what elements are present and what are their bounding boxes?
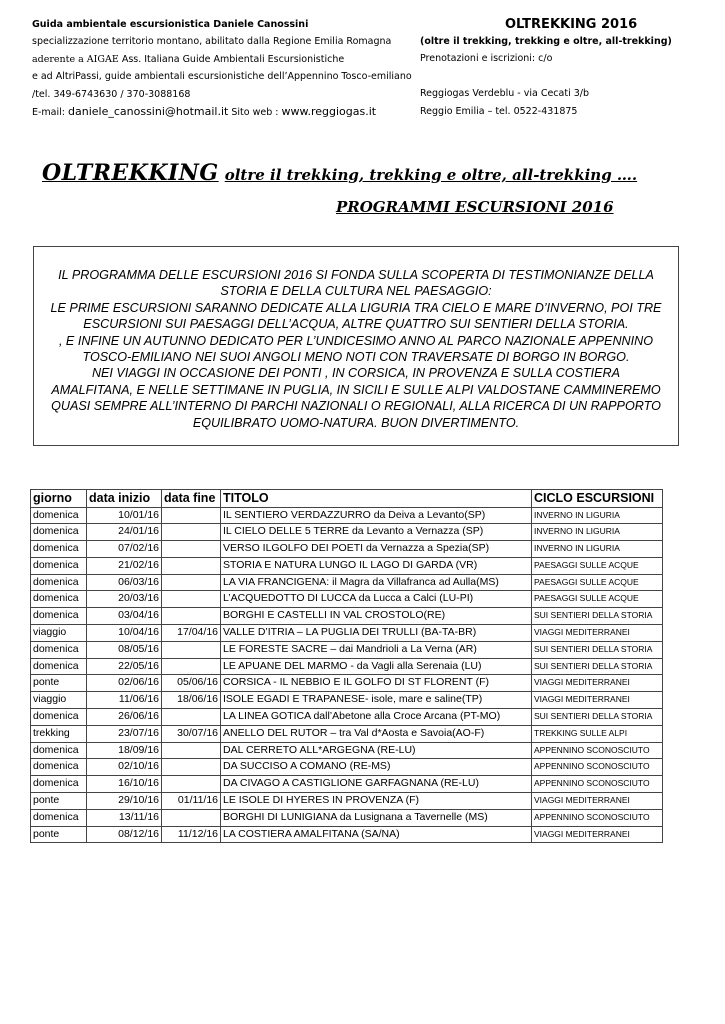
program-title: OLTREKKING 2016	[505, 17, 638, 32]
cell-data-fine	[162, 541, 221, 558]
cell-titolo: CORSICA - IL NEBBIO E IL GOLFO DI ST FLORENT (F)	[221, 675, 532, 692]
cell-giorno: domenica	[31, 809, 87, 826]
cell-data-inizio: 11/06/16	[87, 692, 162, 709]
organizer-info	[32, 16, 432, 121]
cell-data-fine	[162, 742, 221, 759]
cell-giorno: trekking	[31, 725, 87, 742]
cell-giorno: viaggio	[31, 692, 87, 709]
cell-giorno: domenica	[31, 524, 87, 541]
intro-line: ESCURSIONI SUI PAESAGGI DELL’ACQUA, ALTRE QUATTRO SUI SENTIERI DELLA STORIA.	[83, 317, 629, 332]
table-row	[31, 641, 663, 658]
cell-data-fine	[162, 658, 221, 675]
cell-giorno: domenica	[31, 608, 87, 625]
table-row	[31, 675, 663, 692]
table-row	[31, 725, 663, 742]
header-titolo: TITOLO	[221, 490, 532, 508]
cell-data-fine	[162, 641, 221, 658]
cell-data-inizio: 22/05/16	[87, 658, 162, 675]
cell-titolo: DA SUCCISO A COMANO (RE-MS)	[221, 759, 532, 776]
title-oltrekking: OLTREKKING	[42, 160, 219, 186]
cell-ciclo: VIAGGI MEDITERRANEI	[532, 625, 663, 642]
cell-data-fine: 17/04/16	[162, 625, 221, 642]
cell-giorno: domenica	[31, 709, 87, 726]
cell-ciclo: APPENNINO SCONOSCIUTO	[532, 809, 663, 826]
cell-giorno: domenica	[31, 658, 87, 675]
cell-titolo: IL SENTIERO VERDAZZURRO da Deiva a Levanto(SP)	[221, 507, 532, 524]
intro-line: NEI VIAGGI IN OCCASIONE DEI PONTI , IN CORSICA, IN PROVENZA E SULLA COSTIERA	[91, 366, 621, 381]
intro-line: STORIA E DELLA CULTURA NEL PAESAGGIO:	[220, 284, 492, 299]
booking-address: Reggiogas Verdeblu - via Cecati 3/b	[420, 88, 590, 100]
cell-data-fine	[162, 709, 221, 726]
cell-data-fine: 11/12/16	[162, 826, 221, 843]
intro-line: , E INFINE UN AUTUNNO DEDICATO PER L’UNDICESIMO ANNO AL PARCO NAZIONALE APPENNINO	[58, 333, 654, 348]
cell-data-inizio: 20/03/16	[87, 591, 162, 608]
header-data-inizio: data inizio	[87, 490, 162, 508]
table-row	[31, 826, 663, 843]
cell-giorno: domenica	[31, 541, 87, 558]
guide-association	[32, 51, 432, 68]
header-data-fine: data fine	[162, 490, 221, 508]
cell-data-inizio: 26/06/16	[87, 709, 162, 726]
cell-data-inizio: 29/10/16	[87, 793, 162, 810]
cell-data-fine	[162, 591, 221, 608]
cell-data-inizio: 23/07/16	[87, 725, 162, 742]
table-row	[31, 809, 663, 826]
guide-altripassi: e ad AltriPassi, guide ambientali escursionistiche dell’Appennino Tosco-emiliano	[32, 71, 412, 83]
cell-ciclo: VIAGGI MEDITERRANEI	[532, 826, 663, 843]
cell-data-inizio: 18/09/16	[87, 742, 162, 759]
cell-titolo: L’ACQUEDOTTO DI LUCCA da Lucca a Calci (LU-PI)	[221, 591, 532, 608]
booking-phone: Reggio Emilia – tel. 0522-431875	[420, 105, 578, 117]
cell-data-inizio: 24/01/16	[87, 524, 162, 541]
cell-titolo: VALLE D’ITRIA – LA PUGLIA DEI TRULLI (BA-TA-BR)	[221, 625, 532, 642]
cell-data-fine: 01/11/16	[162, 793, 221, 810]
cell-giorno: domenica	[31, 776, 87, 793]
cell-data-inizio: 08/05/16	[87, 641, 162, 658]
cell-data-fine: 05/06/16	[162, 675, 221, 692]
cell-data-inizio: 06/03/16	[87, 574, 162, 591]
table-row	[31, 524, 663, 541]
cell-ciclo: SUI SENTIERI DELLA STORIA	[532, 641, 663, 658]
guide-contacts	[32, 103, 432, 121]
table-row	[31, 541, 663, 558]
cell-ciclo: PAESAGGI SULLE ACQUE	[532, 557, 663, 574]
cell-ciclo: APPENNINO SCONOSCIUTO	[532, 776, 663, 793]
cell-ciclo: TREKKING SULLE ALPI	[532, 725, 663, 742]
header-giorno: giorno	[31, 490, 87, 508]
guide-name: Guida ambientale escursionistica Daniele Canossini	[32, 19, 309, 30]
cell-titolo: DA CIVAGO A CASTIGLIONE GARFAGNANA (RE-LU)	[221, 776, 532, 793]
email-link[interactable]: daniele_canossini@hotmail.it	[68, 105, 229, 119]
cell-data-inizio: 10/01/16	[87, 507, 162, 524]
table-row	[31, 557, 663, 574]
cell-ciclo: PAESAGGI SULLE ACQUE	[532, 574, 663, 591]
intro-line: IL PROGRAMMA DELLE ESCURSIONI 2016 SI FONDA SULLA SCOPERTA DI TESTIMONIANZE DELLA	[58, 268, 654, 282]
cell-ciclo: VIAGGI MEDITERRANEI	[532, 675, 663, 692]
cell-ciclo: APPENNINO SCONOSCIUTO	[532, 742, 663, 759]
cell-data-fine	[162, 574, 221, 591]
cell-ciclo: SUI SENTIERI DELLA STORIA	[532, 658, 663, 675]
cell-data-fine	[162, 759, 221, 776]
guide-phone: /tel. 349-6743630 / 370-3088168	[32, 88, 191, 100]
cell-ciclo: APPENNINO SCONOSCIUTO	[532, 759, 663, 776]
cell-ciclo: PAESAGGI SULLE ACQUE	[532, 591, 663, 608]
cell-data-inizio: 02/06/16	[87, 675, 162, 692]
email-label: E-mail:	[32, 107, 69, 119]
cell-data-fine	[162, 507, 221, 524]
cell-data-inizio: 07/02/16	[87, 541, 162, 558]
cell-titolo: BORGHI DI LUNIGIANA da Lusignana a Tavernelle (MS)	[221, 809, 532, 826]
cell-giorno: ponte	[31, 675, 87, 692]
intro-box	[33, 246, 679, 446]
cell-data-inizio: 13/11/16	[87, 809, 162, 826]
cell-ciclo: INVERNO IN LIGURIA	[532, 507, 663, 524]
cell-ciclo: VIAGGI MEDITERRANEI	[532, 692, 663, 709]
cell-giorno: domenica	[31, 591, 87, 608]
cell-ciclo: INVERNO IN LIGURIA	[532, 524, 663, 541]
cell-titolo: ISOLE EGADI E TRAPANESE- isole, mare e saline(TP)	[221, 692, 532, 709]
document-title	[42, 160, 637, 186]
cell-titolo: STORIA E NATURA LUNGO IL LAGO DI GARDA (VR)	[221, 557, 532, 574]
table-row	[31, 709, 663, 726]
cell-data-fine: 18/06/16	[162, 692, 221, 709]
intro-line: LE PRIME ESCURSIONI SARANNO DEDICATE ALLA LIGURIA TRA CIELO E MARE D’INVERNO, POI TRE	[50, 300, 662, 315]
cell-ciclo: SUI SENTIERI DELLA STORIA	[532, 709, 663, 726]
table-row	[31, 608, 663, 625]
cell-data-inizio: 21/02/16	[87, 557, 162, 574]
table-row	[31, 658, 663, 675]
cell-giorno: domenica	[31, 557, 87, 574]
program-info	[420, 16, 710, 120]
intro-line: TOSCO-EMILIANO NEI SUOI ANGOLI MENO NOTI CON TRAVERSATE DI BORGO IN BORGO.	[82, 350, 630, 365]
cell-data-fine: 30/07/16	[162, 725, 221, 742]
cell-ciclo: VIAGGI MEDITERRANEI	[532, 793, 663, 810]
cell-titolo: BORGHI E CASTELLI IN VAL CROSTOLO(RE)	[221, 608, 532, 625]
cell-data-inizio: 10/04/16	[87, 625, 162, 642]
table-row	[31, 591, 663, 608]
cell-titolo: LA LINEA GOTICA dall’Abetone alla Croce Arcana (PT-MO)	[221, 709, 532, 726]
aigae-rest: Ass. Italiana Guide Ambientali Escursionistiche	[118, 53, 345, 65]
cell-data-fine	[162, 557, 221, 574]
guide-specialization: specializzazione territorio montano, abilitato dalla Regione Emilia Romagna	[32, 36, 392, 48]
table-row	[31, 776, 663, 793]
table-row	[31, 507, 663, 524]
table-row	[31, 692, 663, 709]
cell-titolo: ANELLO DEL RUTOR – tra Val d*Aosta e Savoia(AO-F)	[221, 725, 532, 742]
cell-data-inizio: 08/12/16	[87, 826, 162, 843]
aigae-prefix: aderente a AIGAE	[32, 53, 119, 65]
cell-ciclo: SUI SENTIERI DELLA STORIA	[532, 608, 663, 625]
cell-giorno: domenica	[31, 742, 87, 759]
cell-titolo: VERSO ILGOLFO DEI POETI da Vernazza a Spezia(SP)	[221, 541, 532, 558]
cell-titolo: LA COSTIERA AMALFITANA (SA/NA)	[221, 826, 532, 843]
excursion-schedule-table	[30, 489, 663, 843]
cell-giorno: viaggio	[31, 625, 87, 642]
cell-data-fine	[162, 608, 221, 625]
site-label: Sito web :	[228, 107, 282, 119]
table-row	[31, 574, 663, 591]
table-row	[31, 742, 663, 759]
cell-data-fine	[162, 776, 221, 793]
cell-data-inizio: 16/10/16	[87, 776, 162, 793]
cell-titolo: IL CIELO DELLE 5 TERRE da Levanto a Vernazza (SP)	[221, 524, 532, 541]
cell-data-fine	[162, 524, 221, 541]
cell-titolo: LA VIA FRANCIGENA: il Magra da Villafranca ad Aulla(MS)	[221, 574, 532, 591]
table-row	[31, 759, 663, 776]
cell-giorno: ponte	[31, 826, 87, 843]
cell-data-inizio: 02/10/16	[87, 759, 162, 776]
table-row	[31, 625, 663, 642]
cell-data-fine	[162, 809, 221, 826]
intro-line: EQUILIBRATO UOMO-NATURA. BUON DIVERTIMENTO.	[192, 415, 520, 430]
cell-giorno: domenica	[31, 759, 87, 776]
document-subtitle: PROGRAMMI ESCURSIONI 2016	[336, 198, 614, 216]
cell-giorno: ponte	[31, 793, 87, 810]
booking-label: Prenotazioni e iscrizioni: c/o	[420, 53, 553, 65]
cell-data-inizio: 03/04/16	[87, 608, 162, 625]
cell-titolo: DAL CERRETO ALL*ARGEGNA (RE-LU)	[221, 742, 532, 759]
table-row	[31, 793, 663, 810]
cell-titolo: LE FORESTE SACRE – dai Mandrioli a La Verna (AR)	[221, 641, 532, 658]
cell-ciclo: INVERNO IN LIGURIA	[532, 541, 663, 558]
title-tagline: oltre il trekking, trekking e oltre, all-trekking ….	[224, 166, 638, 184]
intro-line: QUASI SEMPRE ALL’INTERNO DI PARCHI NAZIONALI O REGIONALI, ALLA RICERCA DI UN RAPPORTO	[51, 399, 661, 414]
intro-line: AMALFITANA, E NELLE SETTIMANE IN PUGLIA, IN SICILI E SULLE ALPI VALDOSTANE CAMMINEREMO	[51, 382, 661, 397]
cell-titolo: LE ISOLE DI HYERES IN PROVENZA (F)	[221, 793, 532, 810]
table-header-row	[31, 490, 663, 508]
cell-giorno: domenica	[31, 574, 87, 591]
cell-giorno: domenica	[31, 507, 87, 524]
cell-titolo: LE APUANE DEL MARMO - da Vagli alla Serenaia (LU)	[221, 658, 532, 675]
website-link[interactable]: www.reggiogas.it	[281, 105, 377, 119]
header-ciclo: CICLO ESCURSIONI	[532, 490, 663, 508]
cell-giorno: domenica	[31, 641, 87, 658]
program-tagline: (oltre il trekking, trekking e oltre, all-trekking)	[420, 36, 672, 47]
